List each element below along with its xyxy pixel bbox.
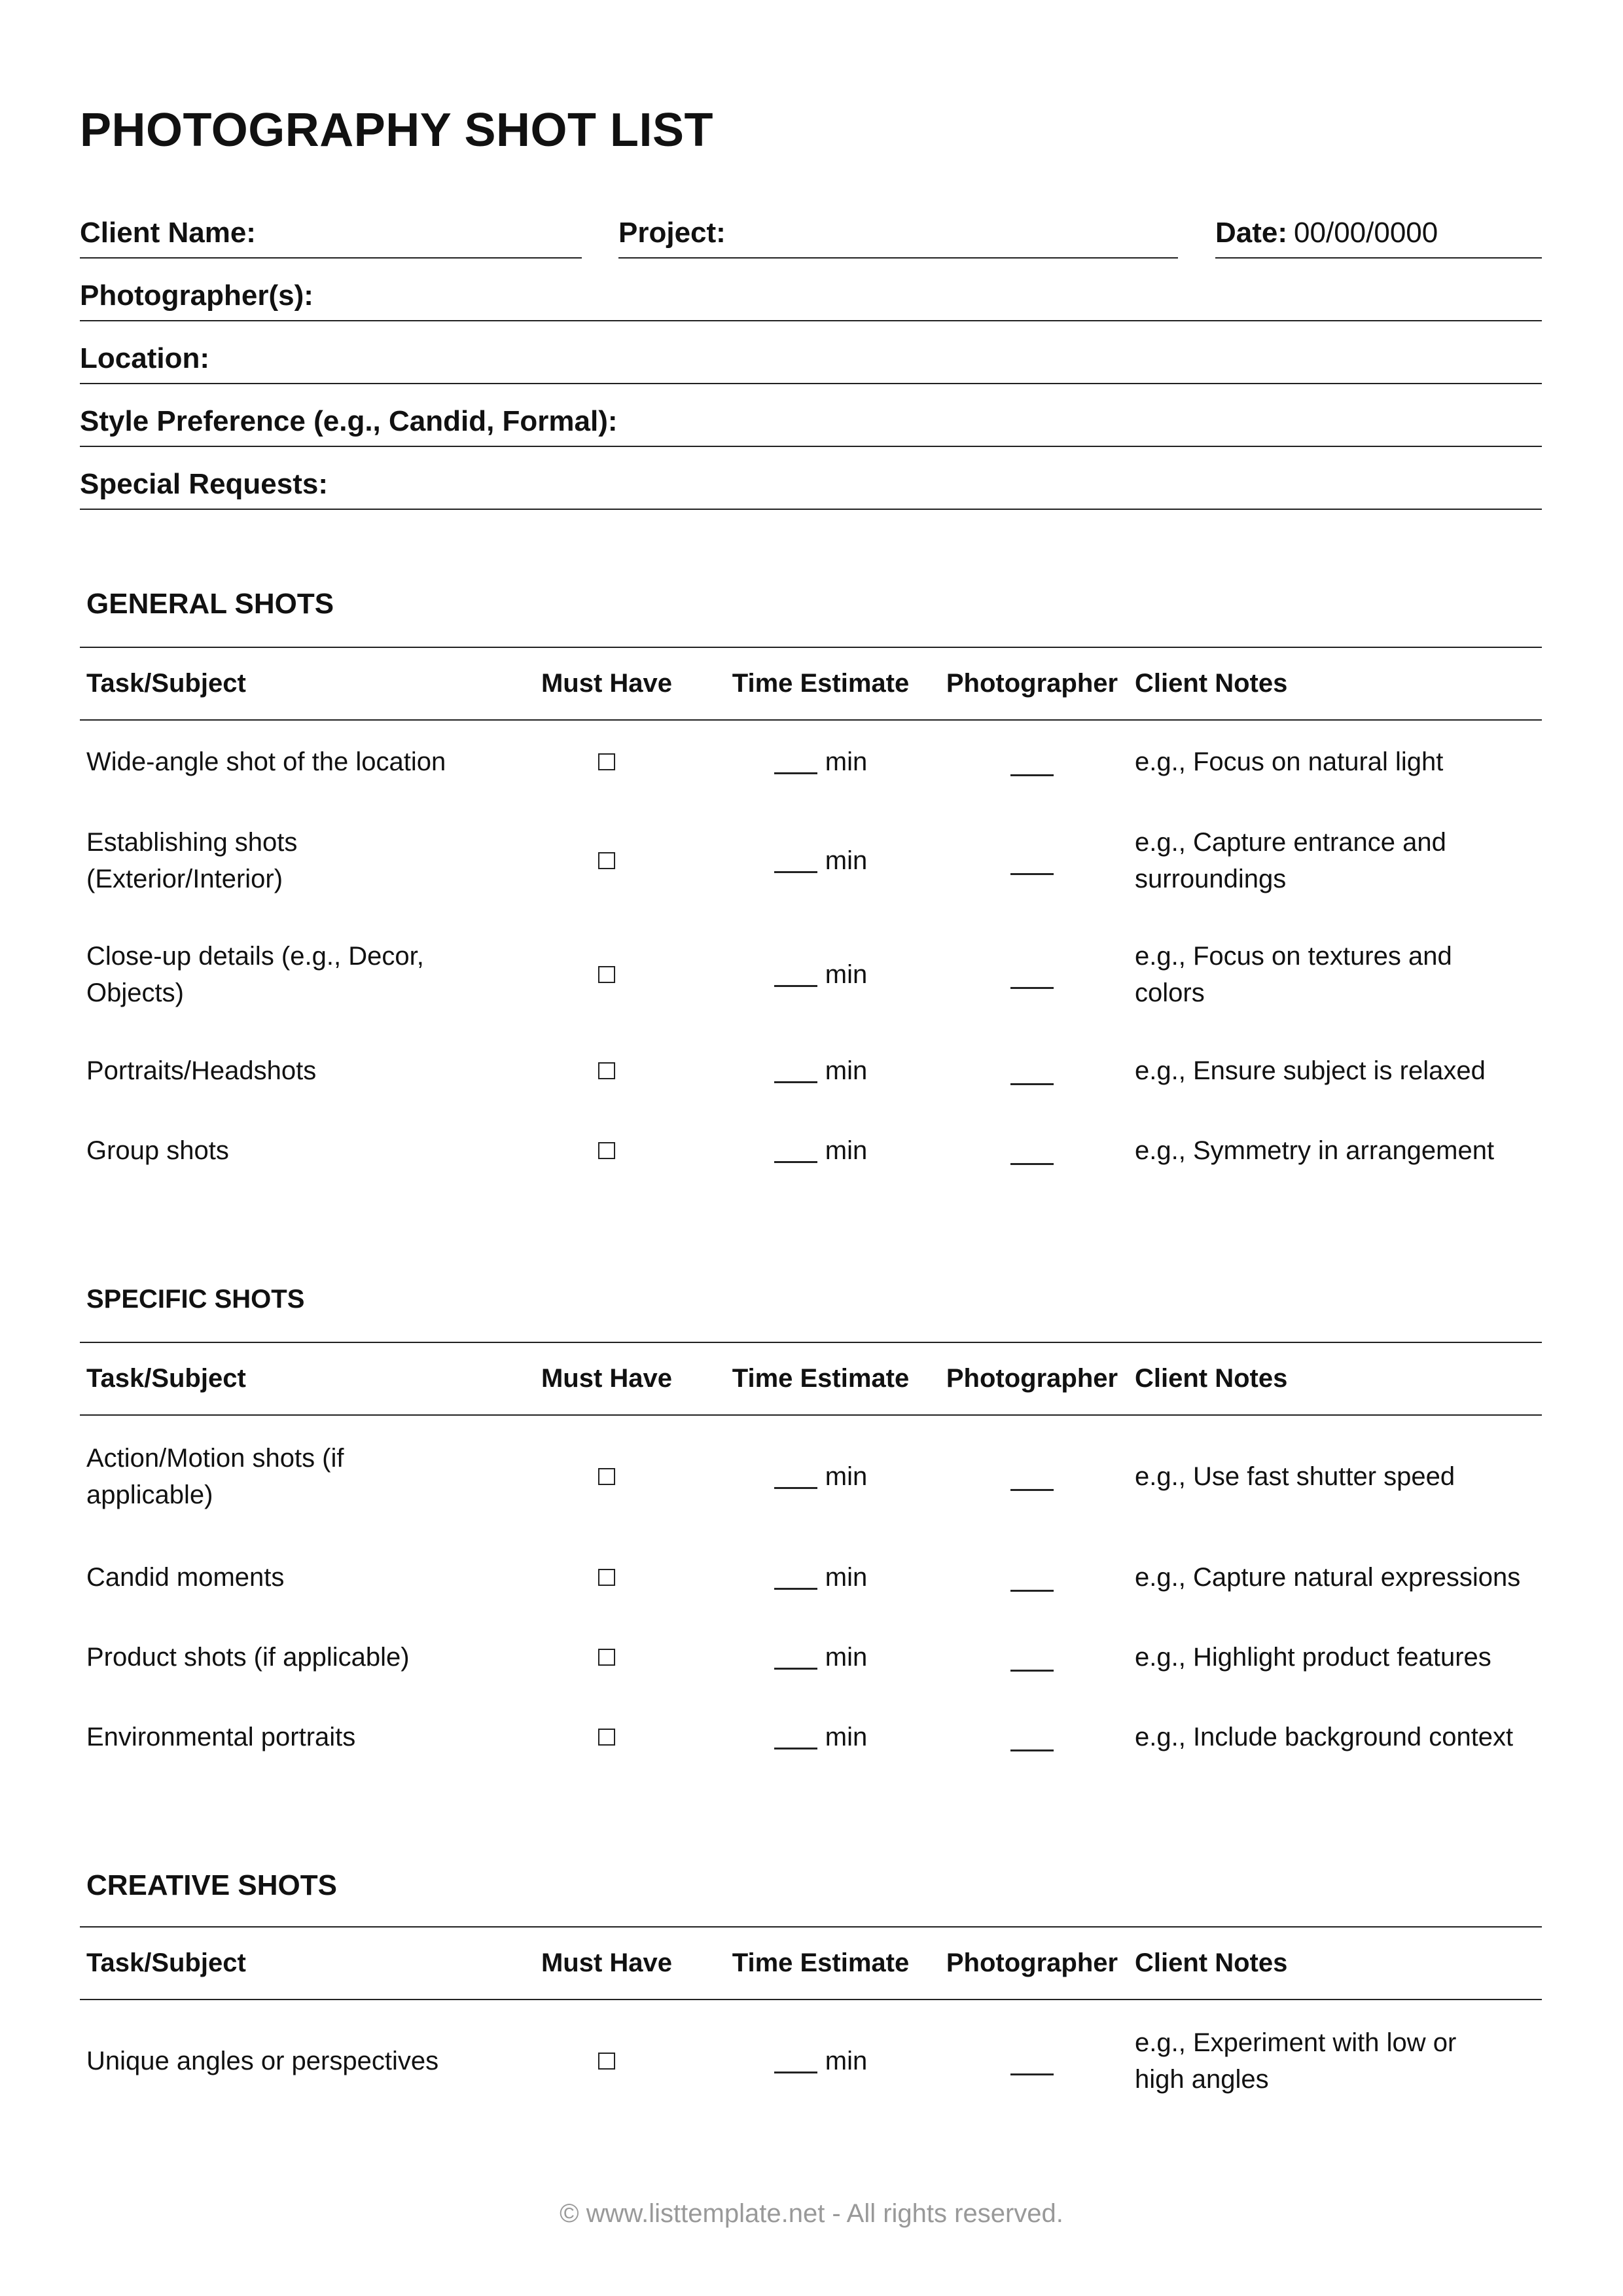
time-input[interactable] (713, 803, 928, 918)
task-text: Product shots (if applicable) (86, 1643, 410, 1672)
date-value: 00/00/0000 (1294, 217, 1438, 249)
notes-text: e.g., Include background context (1135, 1723, 1514, 1751)
min-label: min (825, 2047, 868, 2075)
col-task: Task/Subject (86, 1948, 246, 1977)
col-client-notes: Client Notes (1135, 669, 1288, 698)
blank-line (774, 1465, 817, 1489)
notes-text: e.g., Focus on textures and colors (1135, 942, 1452, 1007)
min-label: min (825, 960, 868, 989)
col-must-have: Must Have (541, 1948, 673, 1977)
min-label: min (825, 1462, 868, 1491)
photographer-input[interactable] (1010, 1643, 1054, 1672)
col-time-estimate: Time Estimate (732, 669, 910, 698)
col-task: Task/Subject (86, 1364, 246, 1393)
table-row (80, 918, 1542, 1031)
table-row (80, 803, 1542, 918)
checkbox-icon[interactable] (598, 1729, 615, 1746)
min-label: min (825, 1643, 868, 1672)
col-photographer: Photographer (946, 1364, 1118, 1393)
time-input[interactable] (713, 918, 928, 1031)
time-input[interactable] (713, 1416, 928, 1537)
blank-line (774, 849, 817, 873)
min-label: min (825, 747, 868, 776)
blank-line (774, 1725, 817, 1749)
checkbox-icon[interactable] (598, 852, 615, 869)
photographers-label: Photographer(s): (80, 279, 313, 312)
photographer-input[interactable] (1010, 1463, 1054, 1491)
col-photographer: Photographer (946, 669, 1118, 698)
notes-text: e.g., Use fast shutter speed (1135, 1462, 1455, 1491)
task-text: Close-up details (e.g., Decor, Objects) (86, 942, 424, 1007)
blank-line (774, 2049, 817, 2073)
col-client-notes: Client Notes (1135, 1948, 1288, 1977)
special-requests-field[interactable] (80, 457, 1542, 510)
page-title: PHOTOGRAPHY SHOT LIST (80, 104, 713, 156)
footer-copyright: © www.listtemplate.net - All rights reserved. (560, 2199, 1063, 2228)
checkbox-icon[interactable] (598, 1142, 615, 1159)
blank-line (774, 1059, 817, 1083)
location-label: Location: (80, 342, 209, 374)
photographer-input[interactable] (1010, 748, 1054, 776)
col-photographer: Photographer (946, 1948, 1118, 1977)
checkbox-icon[interactable] (598, 966, 615, 983)
time-input[interactable] (713, 1617, 928, 1697)
notes-text: e.g., Capture natural expressions (1135, 1563, 1521, 1592)
min-label: min (825, 1136, 868, 1165)
photographer-input[interactable] (1010, 1057, 1054, 1085)
client-name-label: Client Name: (80, 217, 256, 249)
col-time-estimate: Time Estimate (732, 1948, 910, 1977)
project-label: Project: (618, 217, 726, 249)
table-header (80, 1926, 1542, 2000)
section-title-general: GENERAL SHOTS (86, 588, 334, 620)
general-shots-table (80, 647, 1542, 1191)
min-label: min (825, 1056, 868, 1085)
photographer-input[interactable] (1010, 1723, 1054, 1751)
task-text: Unique angles or perspectives (86, 2047, 439, 2075)
checkbox-icon[interactable] (598, 2053, 615, 2070)
checkbox-icon[interactable] (598, 753, 615, 770)
table-row (80, 1111, 1542, 1191)
date-label: Date: (1215, 217, 1288, 249)
notes-text: e.g., Ensure subject is relaxed (1135, 1056, 1486, 1085)
table-row (80, 1031, 1542, 1111)
blank-line (774, 963, 817, 987)
creative-shots-table (80, 1926, 1542, 2122)
photographers-field[interactable] (80, 269, 1542, 321)
table-row (80, 1537, 1542, 1617)
table-row (80, 721, 1542, 803)
document-page (80, 0, 1542, 2296)
time-input[interactable] (713, 1031, 928, 1111)
blank-line (774, 1645, 817, 1670)
task-text: Portraits/Headshots (86, 1056, 317, 1085)
col-task: Task/Subject (86, 669, 246, 698)
checkbox-icon[interactable] (598, 1062, 615, 1079)
time-input[interactable] (713, 1111, 928, 1191)
table-row (80, 1617, 1542, 1697)
task-text: Establishing shots (Exterior/Interior) (86, 828, 298, 893)
project-field[interactable] (618, 206, 1178, 259)
client-name-field[interactable] (80, 206, 582, 259)
min-label: min (825, 1563, 868, 1592)
table-row (80, 2000, 1542, 2122)
special-requests-label: Special Requests: (80, 468, 329, 500)
checkbox-icon[interactable] (598, 1569, 615, 1586)
style-preference-field[interactable] (80, 395, 1542, 447)
date-field[interactable] (1215, 206, 1542, 259)
col-time-estimate: Time Estimate (732, 1364, 910, 1393)
photographer-input[interactable] (1010, 847, 1054, 875)
min-label: min (825, 1723, 868, 1751)
photographer-input[interactable] (1010, 2047, 1054, 2075)
notes-text: e.g., Highlight product features (1135, 1643, 1491, 1672)
time-input[interactable] (713, 1697, 928, 1777)
table-header (80, 647, 1542, 721)
col-must-have: Must Have (541, 1364, 673, 1393)
task-text: Group shots (86, 1136, 229, 1165)
location-field[interactable] (80, 332, 1542, 384)
style-preference-label: Style Preference (e.g., Candid, Formal): (80, 405, 618, 437)
notes-text: e.g., Symmetry in arrangement (1135, 1136, 1495, 1165)
time-input[interactable] (713, 2000, 928, 2122)
checkbox-icon[interactable] (598, 1468, 615, 1485)
min-label: min (825, 846, 868, 875)
section-title-creative: CREATIVE SHOTS (86, 1869, 338, 1901)
table-header (80, 1342, 1542, 1416)
photographer-input[interactable] (1010, 961, 1054, 989)
time-input[interactable] (713, 721, 928, 803)
blank-line (774, 1566, 817, 1590)
col-client-notes: Client Notes (1135, 1364, 1288, 1393)
time-input[interactable] (713, 1537, 928, 1617)
task-text: Environmental portraits (86, 1723, 356, 1751)
blank-line (774, 1139, 817, 1163)
notes-text: e.g., Focus on natural light (1135, 747, 1444, 776)
blank-line (774, 750, 817, 774)
task-text: Candid moments (86, 1563, 285, 1592)
checkbox-icon[interactable] (598, 1649, 615, 1666)
section-title-specific: SPECIFIC SHOTS (86, 1285, 305, 1314)
photographer-input[interactable] (1010, 1137, 1054, 1165)
col-must-have: Must Have (541, 669, 673, 698)
task-text: Action/Motion shots (if applicable) (86, 1444, 344, 1509)
table-row (80, 1697, 1542, 1777)
notes-text: e.g., Capture entrance and surroundings (1135, 828, 1446, 893)
specific-shots-table (80, 1342, 1542, 1777)
table-row (80, 1416, 1542, 1537)
photographer-input[interactable] (1010, 1564, 1054, 1592)
notes-text: e.g., Experiment with low or high angles (1135, 2028, 1457, 2094)
task-text: Wide-angle shot of the location (86, 747, 446, 776)
